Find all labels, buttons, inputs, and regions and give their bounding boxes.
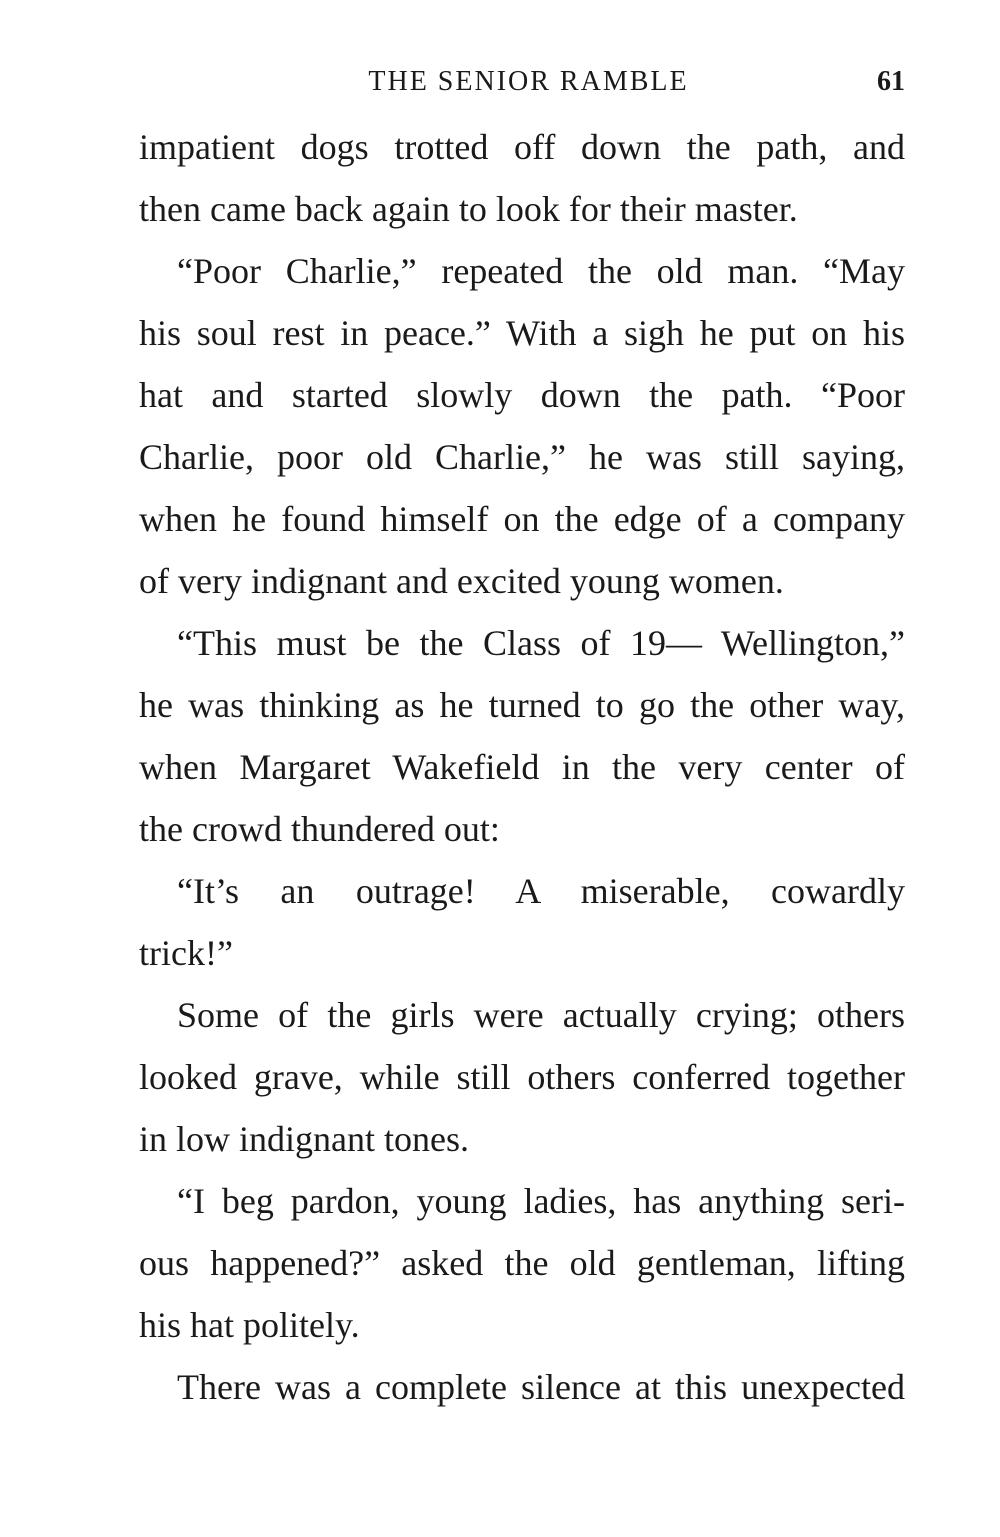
running-head-title: THE SENIOR RAMBLE: [368, 66, 689, 97]
text-line: Some of the girls were actually crying; others: [177, 995, 905, 1035]
text-line: There was a complete silence at this unexpected: [177, 1367, 905, 1407]
running-head: [139, 62, 905, 102]
text-line: of very indignant and excited young women.: [139, 561, 784, 601]
text-line: hat and started slowly down the path. “Poor: [139, 375, 905, 415]
text-line: “It’s an outrage! A miserable, cowardly: [177, 871, 905, 911]
text-line: “Poor Charlie,” repeated the old man. “May: [177, 251, 905, 291]
text-line: Charlie, poor old Charlie,” he was still saying,: [139, 437, 905, 477]
text-line: in low indignant tones.: [139, 1119, 469, 1159]
text-line: “This must be the Class of 19— Wellington,”: [177, 623, 905, 663]
text-line: the crowd thundered out:: [139, 809, 500, 849]
text-line: when he found himself on the edge of a company: [139, 499, 905, 539]
text-line: then came back again to look for their master.: [139, 189, 798, 229]
page-number: 61: [877, 66, 905, 97]
book-page: [139, 0, 905, 1537]
text-line: impatient dogs trotted off down the path, and: [139, 127, 905, 167]
text-line: his soul rest in peace.” With a sigh he put on his: [139, 313, 905, 353]
body-text: [139, 116, 905, 1418]
text-line: looked grave, while still others conferred together: [139, 1057, 905, 1097]
text-line: his hat politely.: [139, 1305, 360, 1345]
text-line: when Margaret Wakefield in the very center of: [139, 747, 905, 787]
text-line: trick!”: [139, 933, 233, 973]
text-line: he was thinking as he turned to go the other way,: [139, 685, 905, 725]
text-line: “I beg pardon, young ladies, has anything seri-: [177, 1181, 905, 1221]
text-line: ous happened?” asked the old gentleman, lifting: [139, 1243, 905, 1283]
